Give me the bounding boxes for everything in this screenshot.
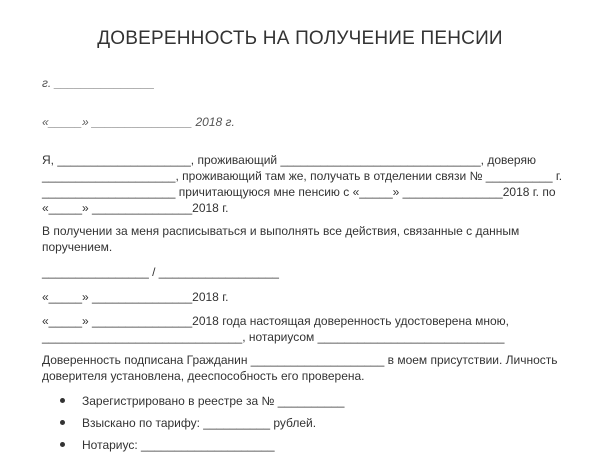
- signed-paragraph-line: Доверенность подписана Гражданин ____________________ в моем присутствии. Личность: [42, 353, 558, 367]
- paragraph-line: ____________________, проживающий там же, получать в отделении связи № __________ г.: [42, 169, 563, 183]
- paragraph-line: ____________________ причитающуюся мне пенсию с «_____» _______________2018 г. по: [42, 185, 556, 199]
- paragraph-line: поручением.: [42, 240, 113, 254]
- certification-line: ______________________________, нотариусом ____________________________: [42, 330, 505, 344]
- list-item: Зарегистрировано в реестре за № __________: [60, 394, 344, 416]
- list-item: Взыскано по тарифу: __________ рублей.: [60, 416, 344, 438]
- list-item: Нотариус: ____________________: [60, 438, 344, 460]
- document-title: ДОВЕРЕННОСТЬ НА ПОЛУЧЕНИЕ ПЕНСИИ: [97, 28, 503, 49]
- signed-paragraph-line: доверителя установлена, дееспособность его проверена.: [42, 369, 365, 383]
- paragraph-line: Я, ____________________, проживающий ______________________________, доверяю: [42, 153, 536, 167]
- date-line: «_____» _______________2018 г.: [42, 290, 229, 304]
- paragraph-line: В получении за меня расписываться и выполнять все действия, связанные с данным: [42, 224, 520, 238]
- signature-line: ________________ / __________________: [42, 265, 279, 279]
- city-line: г. _______________: [42, 76, 155, 90]
- paragraph-line: «_____» _______________2018 г.: [42, 201, 229, 215]
- notary-details-list: [60, 394, 344, 460]
- date-line: «_____» _______________ 2018 г.: [42, 115, 235, 129]
- certification-line: «_____» _______________2018 года настоящая доверенность удостоверена мною,: [42, 314, 509, 328]
